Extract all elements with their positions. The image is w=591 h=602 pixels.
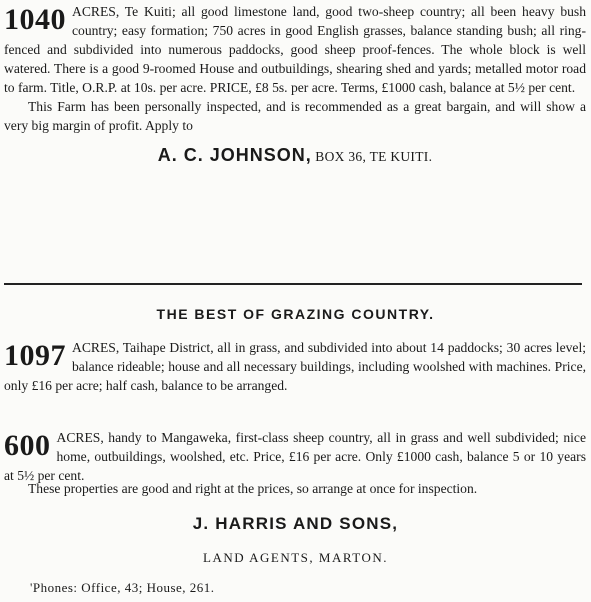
section-divider bbox=[4, 283, 582, 285]
listing-description: ACRES, Te Kuiti; all good limestone land, good two-sheep country; all been heavy bush country; easy formation; 750 acres in good English grasses, balance standing bush; all ring-fenced and subdivided into numerous paddocks, good sheep proof-fences. The whole block is well watered. There is a good 9-roomed House and outbuildings, shearing shed and yards; metalled motor road to farm. Title, O.R.P. at 10s. per acre. PRICE, £8 5s. per acre. Terms, £1000 cash, balance at 5½ per cent. bbox=[4, 4, 586, 95]
agent-signature bbox=[4, 145, 586, 166]
listing-description: ACRES, Taihape District, all in grass, and subdivided into about 14 paddocks; 30 acres level; balance rideable; house and all necessary buildings, including woolshed with machines. Price, only £16 per acre; half cash, balance to be arranged. bbox=[4, 340, 586, 393]
listing-note: This Farm has been personally inspected, and is recommended as a great bargain, and will show a very big margin of profit. Apply to bbox=[4, 99, 586, 133]
agent-name: A. C. JOHNSON, bbox=[157, 145, 312, 165]
section-heading: THE BEST OF GRAZING COUNTRY. bbox=[156, 306, 435, 322]
closing-note: These properties are good and right at the prices, so arrange at once for inspection. bbox=[28, 481, 478, 496]
firm-name: J. HARRIS AND SONS, bbox=[192, 514, 399, 533]
acreage-number: 1097 bbox=[4, 339, 66, 372]
farm-listing-1040 bbox=[4, 2, 586, 166]
acreage-number: 600 bbox=[4, 429, 51, 462]
firm-phones: 'Phones: Office, 43; House, 261. bbox=[30, 580, 215, 595]
farm-listing-1097 bbox=[4, 338, 586, 395]
listing-description: ACRES, handy to Mangaweka, first-class sheep country, all in grass and well subdivided; nice home, outbuildings, woolshed, etc. Price, £16 per acre. Only £1000 cash, balance 5 or 10 years at 5½ per cent. bbox=[4, 430, 586, 483]
listing-600-text bbox=[4, 428, 586, 485]
listing-1097-text bbox=[4, 338, 586, 395]
listing-1040-text bbox=[4, 2, 586, 97]
closing-note-block bbox=[4, 479, 586, 498]
farm-listing-600 bbox=[4, 428, 586, 485]
firm-role: LAND AGENTS, MARTON. bbox=[203, 550, 388, 565]
agent-address: BOX 36, TE KUITI. bbox=[315, 149, 433, 164]
acreage-number: 1040 bbox=[4, 3, 66, 36]
